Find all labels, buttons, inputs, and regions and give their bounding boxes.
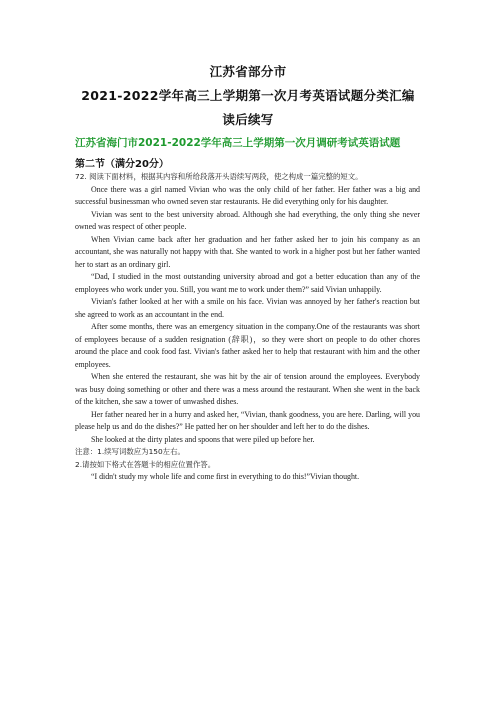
paragraph-4: “Dad, I studied in the most outstanding university abroad and got a better education than any of the employees who work under you. Still, you want me to work under them?” said Vivian unhappily. [75, 272, 420, 294]
note-word-count: 注意：1.续写词数应为150左右。 [75, 447, 185, 456]
paragraph-9: She looked at the dirty plates and spoons that were piled up before her. [91, 434, 315, 444]
question-instruction: 72. 阅读下面材料，根据其内容和所给段落开头语续写两段，使之构成一篇完整的短文。 [75, 172, 363, 181]
title-region: 江苏省部分市 [209, 64, 287, 79]
passage [75, 171, 420, 484]
section-heading: 第二节（满分20分） [75, 159, 169, 170]
paragraph-7: When she entered the restaurant, she was hit by the air of tension around the employees. Everybody was busy doing something or other and there was a mess around the restaurant. When she went in the back of the kitchen, she saw a tower of unwashed dishes. [75, 372, 420, 406]
source-heading: 江苏省海门市2021-2022学年高三上学期第一次月调研考试英语试题 [75, 137, 401, 149]
note-format: 2.请按如下格式在答题卡的相应位置作答。 [75, 459, 216, 469]
continuation-opening: “I didn't study my whole life and come first in everything to do this!”Vivian thought. [91, 472, 360, 481]
paragraph-3: When Vivian came back after her graduation and her father asked her to join his company as an accountant, she was naturally not happy with that. She wanted to work in a higher post but her father wanted her to start as an ordinary girl. [75, 234, 420, 269]
paragraph-5: Vivian's father looked at her with a smile on his face. Vivian was annoyed by her father's reaction but she agreed to work as an accountant in the end. [75, 297, 420, 319]
paragraph-1: Once there was a girl named Vivian who was the only child of her father. Her father was a big and successful businessman who owned seven star restaurants. He did everything only for his daughter. [75, 184, 420, 206]
paragraph-2: Vivian was sent to the best university abroad. Although she had everything, the only thing she never owned was respect of other people. [75, 209, 420, 231]
paragraph-6: After some months, there was an emergency situation in the company.One of the restaurants was short of employees because of a sudden resignation (辞职)，so they were short on people to do other chores around the place and cook food fast. Vivian's father asked her to help that restaurant with him and the other employees. [75, 322, 420, 369]
paragraph-8: Her father neared her in a hurry and asked her, “Vivian, thank goodness, you are here. Darling, will you please help us and do the dishes?” He patted her on her shoulder and left her to do the dishes. [75, 409, 420, 431]
title-category: 读后续写 [222, 112, 274, 127]
title-exam: 2021-2022学年高三上学期第一次月考英语试题分类汇编 [81, 88, 415, 103]
